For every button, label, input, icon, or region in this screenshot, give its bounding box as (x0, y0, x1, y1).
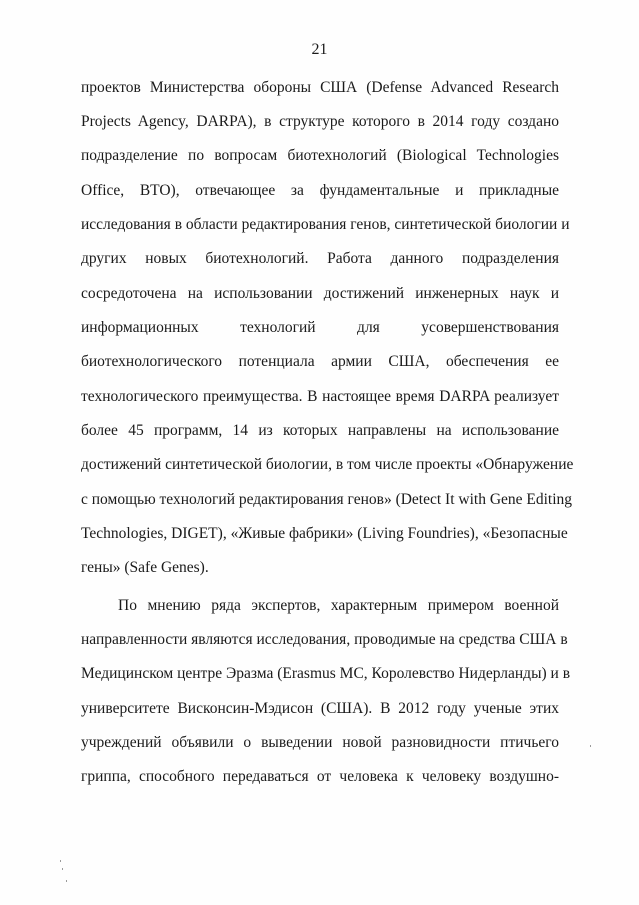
text-line: гены» (Safe Genes). (81, 559, 209, 576)
scan-speck (66, 880, 67, 882)
page-number: 21 (311, 41, 328, 58)
text-line: Projects Agency, DARPA), в структуре которого в 2014 году создано (81, 113, 559, 130)
scan-speck (590, 745, 591, 747)
text-line: подразделение по вопросам биотехнологий (Biological Technologies (81, 147, 559, 164)
text-line: По мнению ряда экспертов, характерным примером военной (118, 597, 559, 614)
text-line: Technologies, DIGET), «Живые фабрики» (Living Foundries), «Безопасные (81, 525, 568, 542)
text-line: исследования в области редактирования генов, синтетической биологии и (81, 216, 570, 233)
text-line: сосредоточена на использовании достижений инженерных наук и (81, 285, 559, 302)
scan-speck (62, 868, 63, 870)
text-line: учреждений объявили о выведении новой разновидности птичьего (81, 734, 559, 751)
scan-speck (60, 860, 61, 862)
text-line: университете Висконсин-Мэдисон (США). В 2012 году ученые этих (81, 700, 559, 717)
text-line: биотехнологического потенциала армии США, обеспечения ее (81, 353, 559, 370)
text-line: более 45 программ, 14 из которых направлены на использование (81, 422, 559, 439)
text-line: технологического преимущества. В настоящее время DARPA реализует (81, 388, 559, 405)
text-line: достижений синтетической биологии, в том числе проекты «Обнаружение (81, 456, 574, 473)
text-line: Office, BTO), отвечающее за фундаментальные и прикладные (81, 182, 559, 199)
text-line: гриппа, способного передаваться от человека к человеку воздушно- (81, 768, 559, 785)
text-line: с помощью технологий редактирования генов» (Detect It with Gene Editing (81, 491, 573, 508)
text-line: Медицинском центре Эразма (Erasmus MC, Королевство Нидерланды) и в (81, 665, 571, 682)
text-line: направленности являются исследования, проводимые на средства США в (81, 631, 568, 648)
text-line: проектов Министерства обороны США (Defense Advanced Research (81, 79, 559, 96)
text-line: других новых биотехнологий. Работа данного подразделения (81, 250, 559, 267)
text-line: информационных технологий для усовершенствования (81, 319, 559, 336)
